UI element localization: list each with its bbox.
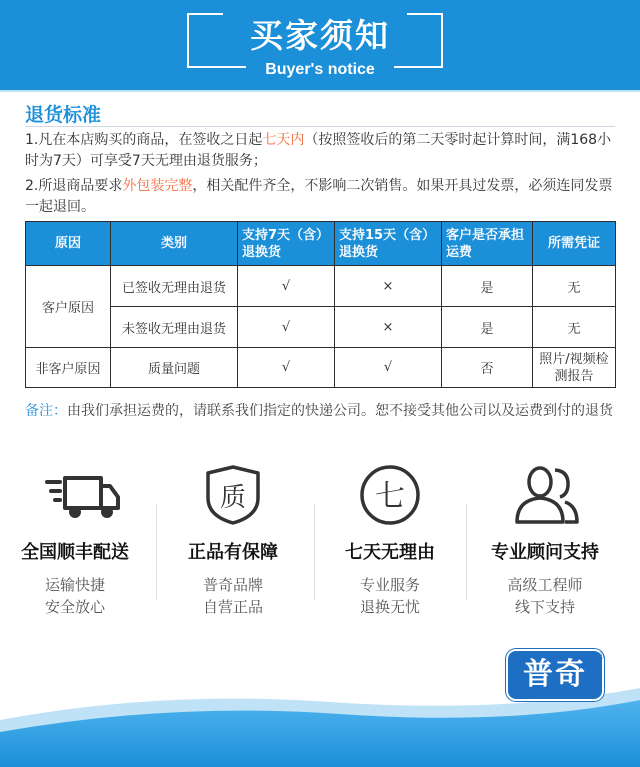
table-cell: 已签收无理由退货 bbox=[111, 266, 238, 307]
table-cell: 未签收无理由退货 bbox=[111, 307, 238, 348]
table-cell-reason: 非客户原因 bbox=[26, 348, 111, 388]
registered-mark: ® bbox=[596, 652, 605, 662]
table-cell: × bbox=[335, 266, 442, 307]
feature-line: 运输快捷 bbox=[44, 576, 105, 594]
table-note bbox=[25, 401, 620, 422]
feature-line: 退换无忧 bbox=[359, 598, 420, 616]
table-cell: 是 bbox=[442, 307, 533, 348]
header-banner bbox=[0, 0, 640, 92]
policy-text: ，相关配件齐全，不影响二次销售。如果开具过发票，必须连同发票一起退回。 bbox=[25, 178, 613, 215]
header-underline bbox=[0, 90, 640, 92]
table-header-cell: 类别 bbox=[111, 222, 238, 266]
policy-highlight: 七天内 bbox=[262, 132, 305, 148]
table-header-cell: 客户是否承担运费 bbox=[442, 222, 533, 266]
feature-line: 自营正品 bbox=[202, 598, 263, 616]
feature-line: 安全放心 bbox=[44, 598, 105, 616]
table-cell: 无 bbox=[533, 307, 616, 348]
page-title: 买家须知 bbox=[250, 16, 390, 55]
feature-line: 高级工程师 bbox=[507, 576, 583, 594]
seven-circle-icon bbox=[340, 462, 440, 526]
table-cell: 否 bbox=[442, 348, 533, 388]
table-header-cell: 原因 bbox=[26, 222, 111, 266]
feature-glyph: 质 bbox=[219, 483, 247, 513]
feature-title: 全国顺丰配送 bbox=[21, 542, 129, 563]
policy-highlight: 外包装完整 bbox=[122, 178, 193, 194]
table-header-cell: 支持15天（含）退换货 bbox=[335, 222, 442, 266]
table-row bbox=[26, 307, 616, 348]
policy-paragraph-1 bbox=[25, 130, 620, 172]
table-cell: √ bbox=[335, 348, 442, 388]
feature-glyph: 七 bbox=[375, 479, 405, 514]
policy-text: 2.所退商品要求 bbox=[25, 178, 123, 194]
quality-shield-icon bbox=[183, 462, 283, 526]
table-cell: 是 bbox=[442, 266, 533, 307]
table-header-cell: 支持7天（含）退换货 bbox=[238, 222, 335, 266]
feature-line: 线下支持 bbox=[514, 598, 575, 616]
policy-text: 1.凡在本店购买的商品，在签收之日起 bbox=[25, 132, 263, 148]
table-header-cell: 所需凭证 bbox=[533, 222, 616, 266]
table-cell-reason: 客户原因 bbox=[26, 266, 111, 348]
feature-line: 普奇品牌 bbox=[202, 576, 263, 594]
table-cell: × bbox=[335, 307, 442, 348]
feature-divider bbox=[466, 504, 467, 600]
feature-divider bbox=[156, 504, 157, 600]
section-divider bbox=[25, 126, 615, 127]
table-header-row bbox=[26, 222, 616, 266]
return-policy-table bbox=[25, 221, 616, 388]
section-title: 退货标准 bbox=[25, 104, 102, 126]
page-subtitle: Buyer's notice bbox=[246, 59, 394, 81]
table-cell: 照片/视频检测报告 bbox=[533, 348, 616, 388]
delivery-truck-icon bbox=[25, 462, 125, 526]
table-row bbox=[26, 266, 616, 307]
policy-text: （按照签收后的第二天零时起计算时间，满168小时为7天）可享受7天无理由退货服务； bbox=[25, 132, 612, 169]
users-icon bbox=[495, 462, 595, 526]
feature-title: 正品有保障 bbox=[188, 542, 278, 563]
feature-line: 专业服务 bbox=[359, 576, 420, 594]
note-text: 由我们承担运费的，请联系我们指定的快递公司。恕不接受其他公司以及运费到付的退货 bbox=[67, 403, 613, 419]
feature-title: 七天无理由 bbox=[345, 542, 435, 563]
table-cell: 无 bbox=[533, 266, 616, 307]
table-row bbox=[26, 348, 616, 388]
table-cell: √ bbox=[238, 348, 335, 388]
note-label: 备注： bbox=[25, 403, 67, 419]
policy-paragraph-2 bbox=[25, 176, 620, 218]
table-cell: 质量问题 bbox=[111, 348, 238, 388]
table-cell: √ bbox=[238, 307, 335, 348]
feature-title: 专业顾问支持 bbox=[491, 542, 599, 563]
table-cell: √ bbox=[238, 266, 335, 307]
brand-logo: 普奇 bbox=[506, 649, 604, 701]
